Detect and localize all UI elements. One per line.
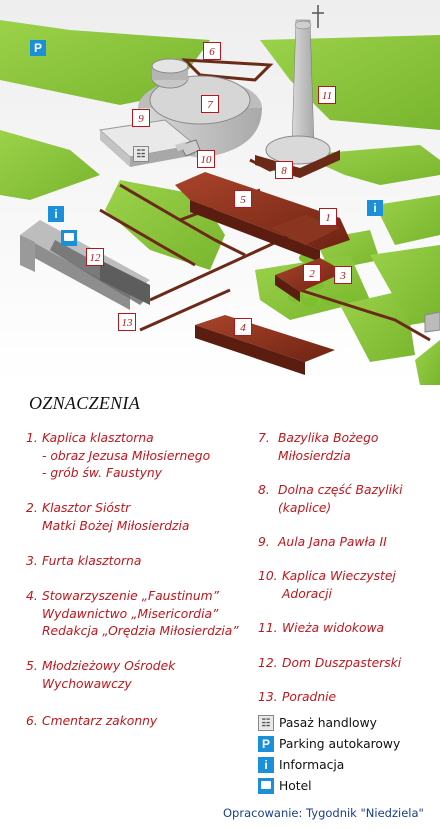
map-marker-10[interactable]: 10 bbox=[197, 150, 215, 168]
legend-text: Aula Jana Pawła II bbox=[278, 535, 387, 549]
legend-number: 3. bbox=[26, 554, 38, 568]
legend-text: Wychowawczy bbox=[42, 676, 132, 691]
legend-text: Dom Duszpasterski bbox=[282, 656, 402, 670]
legend-text: Matki Bożej Miłosierdzia bbox=[42, 518, 190, 533]
credit-line: Opracowanie: Tygodnik "Niedziela" bbox=[223, 806, 424, 820]
legend-symbol-shopping bbox=[258, 714, 377, 732]
legend-text: Redakcja „Orędzia Miłosierdzia” bbox=[42, 624, 239, 638]
legend-number: 9. bbox=[258, 535, 270, 549]
shopping-icon[interactable]: ☷ bbox=[133, 146, 149, 162]
legend-text: Cmentarz zakonny bbox=[42, 714, 158, 728]
map-marker-8[interactable]: 8 bbox=[275, 161, 293, 179]
legend-item-10 bbox=[258, 568, 396, 603]
legend-text: Poradnie bbox=[282, 690, 337, 704]
legend-number: 13. bbox=[258, 690, 278, 704]
legend-item-3 bbox=[26, 553, 141, 571]
info-icon: i bbox=[258, 757, 274, 773]
legend-symbol-info bbox=[258, 756, 344, 774]
legend-number: 2. bbox=[26, 501, 38, 515]
shopping-icon: ☷ bbox=[258, 715, 274, 731]
legend-number: 6. bbox=[26, 714, 38, 728]
legend-item-1 bbox=[26, 430, 210, 483]
legend-symbol-label: Parking autokarowy bbox=[279, 737, 401, 751]
parking-icon[interactable]: P bbox=[30, 40, 46, 56]
legend-number: 8. bbox=[258, 483, 270, 497]
legend-item-12 bbox=[258, 655, 401, 673]
legend-number: 10. bbox=[258, 569, 278, 583]
map-marker-5[interactable]: 5 bbox=[234, 190, 252, 208]
map-marker-4[interactable]: 4 bbox=[234, 318, 252, 336]
map-marker-1[interactable]: 1 bbox=[319, 208, 337, 226]
legend-number: 4. bbox=[26, 589, 38, 603]
legend-title: OZNACZENIA bbox=[29, 393, 141, 413]
legend-symbol-label: Hotel bbox=[279, 779, 312, 793]
legend-item-9 bbox=[258, 534, 387, 552]
legend-symbol-label: Pasaż handlowy bbox=[279, 716, 377, 730]
map-marker-7[interactable]: 7 bbox=[201, 95, 219, 113]
legend-text: Dolna część Bazyliki bbox=[278, 483, 403, 497]
map-marker-3[interactable]: 3 bbox=[334, 266, 352, 284]
legend-text: Kaplica klasztorna bbox=[42, 431, 154, 445]
map-marker-12[interactable]: 12 bbox=[86, 248, 104, 266]
info-icon[interactable]: i bbox=[48, 206, 64, 222]
legend-item-4 bbox=[26, 588, 239, 641]
legend-text: - obraz Jezusa Miłosiernego bbox=[42, 448, 211, 463]
legend-number: 12. bbox=[258, 656, 278, 670]
legend-number: 11. bbox=[258, 621, 278, 635]
parking-icon: P bbox=[258, 736, 274, 752]
legend-text: Wydawnictwo „Misericordia” bbox=[42, 606, 219, 621]
hotel-icon bbox=[258, 778, 274, 794]
legend-text: Furta klasztorna bbox=[42, 554, 142, 568]
map-marker-6[interactable]: 6 bbox=[203, 42, 221, 60]
legend-text: Klasztor Sióstr bbox=[42, 501, 131, 515]
legend-text: Młodzieżowy Ośrodek bbox=[42, 659, 176, 673]
site-map bbox=[0, 0, 440, 385]
legend-symbol-parking bbox=[258, 735, 400, 753]
info-icon[interactable]: i bbox=[367, 200, 383, 216]
map-marker-2[interactable]: 2 bbox=[303, 264, 321, 282]
legend-number: 7. bbox=[258, 431, 270, 445]
legend-text: Miłosierdzia bbox=[278, 448, 351, 463]
legend-text: (kaplice) bbox=[278, 500, 332, 515]
legend-item-2 bbox=[26, 500, 189, 535]
legend-symbol-hotel bbox=[258, 777, 312, 795]
legend-item-13 bbox=[258, 689, 336, 707]
legend-text: - grób św. Faustyny bbox=[42, 466, 162, 480]
legend-text: Wieża widokowa bbox=[282, 621, 385, 635]
map-marker-9[interactable]: 9 bbox=[132, 109, 150, 127]
shed-building bbox=[425, 312, 440, 332]
legend-text: Adoracji bbox=[282, 586, 332, 601]
map-marker-13[interactable]: 13 bbox=[118, 313, 136, 331]
legend-number: 5. bbox=[26, 659, 38, 673]
legend-text: Bazylika Bożego bbox=[278, 431, 379, 445]
hotel-icon[interactable] bbox=[61, 230, 77, 246]
legend-text: Kaplica Wieczystej bbox=[282, 569, 396, 583]
legend-item-7 bbox=[258, 430, 378, 465]
legend-text: Stowarzyszenie „Faustinum” bbox=[42, 589, 219, 603]
legend-item-8 bbox=[258, 482, 403, 517]
map-marker-11[interactable]: 11 bbox=[318, 86, 336, 104]
legend-number: 1. bbox=[26, 431, 38, 445]
legend-item-6 bbox=[26, 713, 157, 731]
legend-symbol-label: Informacja bbox=[279, 758, 345, 772]
legend-item-11 bbox=[258, 620, 384, 638]
legend-item-5 bbox=[26, 658, 175, 693]
